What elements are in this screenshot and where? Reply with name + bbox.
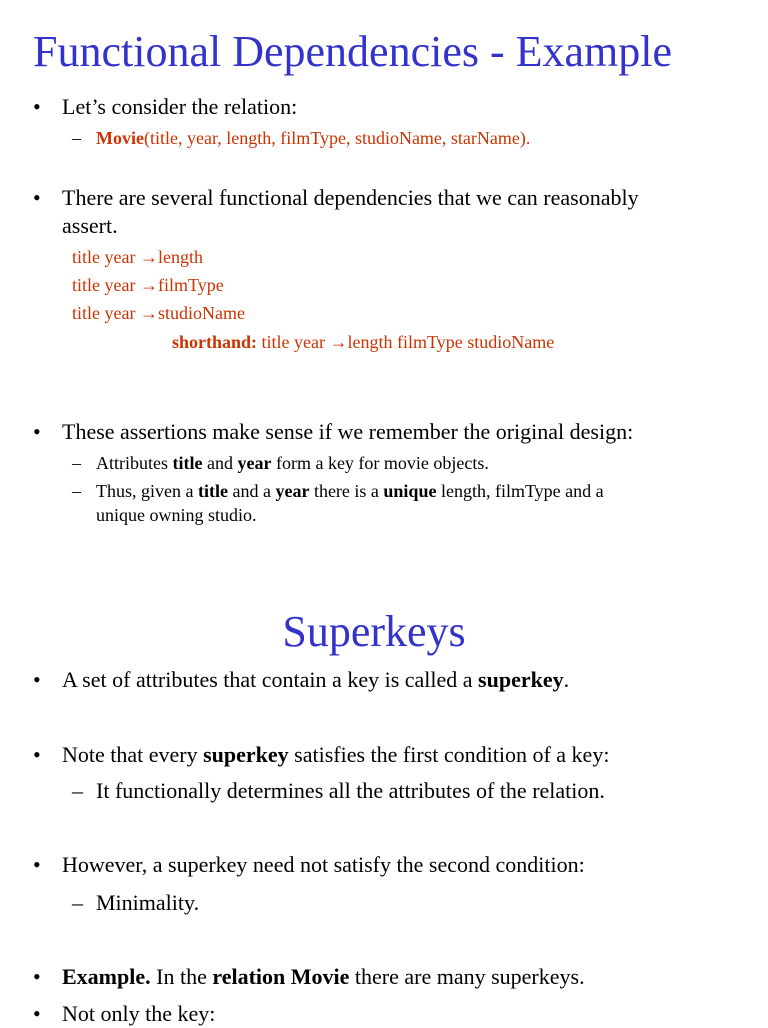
bullet-marker: •	[33, 852, 41, 877]
bullet-marker: •	[33, 667, 41, 692]
fd-filmtype: title year →filmType	[72, 275, 224, 295]
bullet-first-condition: Note that every superkey satisfies the first condition of a key:	[62, 742, 610, 767]
shorthand-text: title year →length filmType studioName	[257, 332, 555, 352]
fd-studioname: title year →studioName	[72, 303, 245, 323]
bullet-marker: •	[33, 964, 41, 989]
bullet-example: Example. In the relation Movie there are many superkeys.	[62, 964, 585, 989]
bullet-marker: •	[33, 185, 41, 210]
sub-minimality: Minimality.	[96, 890, 200, 915]
bullet-marker: •	[33, 94, 41, 119]
bullet-marker: •	[33, 419, 41, 444]
bullet-relation-intro: Let’s consider the relation:	[62, 94, 298, 119]
bullet-assertions: These assertions make sense if we remember the original design:	[62, 419, 634, 444]
bullet-superkey-definition: A set of attributes that contain a key is called a superkey.	[62, 667, 570, 692]
fd-length: title year →length	[72, 247, 203, 267]
sub-key-attributes: Attributes title and year form a key for movie objects.	[96, 453, 489, 473]
sub-unique-line1: Thus, given a title and a year there is a unique length, filmType and a	[96, 481, 604, 501]
dash-marker: –	[72, 481, 81, 501]
relation-definition	[96, 125, 530, 151]
relation-attributes: (title, year, length, filmType, studioName, starName).	[143, 128, 531, 148]
bullet-fd-line1: There are several functional dependencies that we can reasonably	[62, 185, 639, 210]
relation-name: Movie	[96, 128, 144, 148]
sub-unique-line2: unique owning studio.	[96, 505, 257, 525]
fd-shorthand	[172, 329, 554, 355]
bullet-marker: •	[33, 742, 41, 767]
shorthand-label: shorthand:	[172, 332, 258, 352]
dash-marker: –	[72, 453, 81, 473]
slide-title-superkeys: Superkeys	[282, 607, 466, 656]
dash-marker: –	[72, 778, 83, 803]
dash-marker: –	[72, 890, 83, 915]
dash-marker: –	[72, 128, 81, 148]
slide-title: Functional Dependencies - Example	[33, 27, 673, 76]
sub-functionally-determines: It functionally determines all the attributes of the relation.	[96, 778, 605, 803]
bullet-second-condition: However, a superkey need not satisfy the second condition:	[62, 852, 585, 877]
bullet-fd-line2: assert.	[62, 213, 118, 238]
bullet-marker: •	[33, 1001, 41, 1026]
bullet-not-only-key: Not only the key:	[62, 1001, 216, 1026]
